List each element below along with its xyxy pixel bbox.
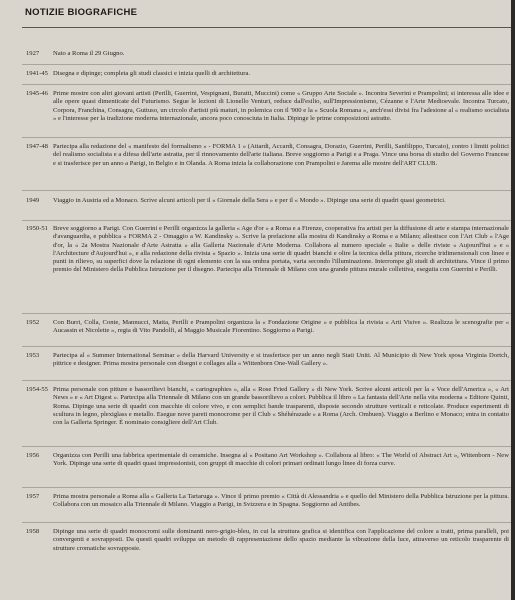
entry-divider <box>22 64 515 65</box>
entry-text: Prime mostre con altri giovani artisti (Perilli, Guerrini, Vespignani, Buratti, Muccini) come « Gruppo Arte Sociale ». Incontra Severini e Prampolini; si interessa alle idee e alle opere quasi dimenticate del Futurismo. Segue le lezioni di Lionello Venturi, reduce dall'esilio, sull'Impressionismo, Cézanne e l'Arte Medioevale. Incontra Turcato, Corpora, Franchina, Consagra, Guttuso, un circolo d'artisti più maturi, in polemica con il '900 e la « Scuola Romana », anch'essi divisi fra l'adesione al « realismo socialista » e l'interesse per la tradizione moderna internazionale, ancora poco conosciuta in Italia. Dipinge le prime composizioni astratte. <box>53 90 509 122</box>
entry-year: 1945-46 <box>26 90 48 97</box>
entry-divider <box>22 84 515 85</box>
entry-text: Prima mostra personale a Roma alla « Galleria La Tartaruga ». Vince il primo premio « Città di Alessandria » e quello del Ministero della Pubblica Istruzione per la pittura. Collabora con un mosaico alla Triennale di Milano. Viaggio a Parigi, in Svizzera e in Spagna. Soggiorno ad Antibes. <box>53 493 509 509</box>
entry-text: Nato a Roma il 29 Giugno. <box>53 50 125 57</box>
entry-text: Prima personale con pitture e bassorilievi bianchi, « cartographies », alla « Rose Fried Gallery » di New York. Scrive alcuni articoli per la « Voce dell'America », « Art News » e « Art Digest ». Partecipa alla Triennale di Milano con un grande bassorilievo a colori. Pubblica il libro « La fantasia dell'Arte nella vita moderna » Editore Quinti, Roma. Dipinge una serie di quadri con macchie di colore vivo, e con semplici bande trasparenti, disposte secondo strutture verticali e reticolate. Produce esperimenti di scultura in legno, plexiglass e metallo. Esegue nove pareti monocrome per il Club « Shéhérazade » a Roma (Arch. Ombuen). Viaggio a Berlino e Monaco; entra in contatto con la Galleria Springer. È nominato consigliere dell'Art Club. <box>53 386 509 427</box>
entry-year: 1958 <box>26 528 40 535</box>
bio-entry <box>22 143 509 168</box>
entry-year: 1941-45 <box>26 70 48 77</box>
entry-year: 1953 <box>26 352 40 359</box>
entry-divider <box>22 190 515 191</box>
entry-year: 1952 <box>26 319 40 326</box>
entry-text: Disegna e dipinge; completa gli studi classici e inizia quelli di architettura. <box>53 70 251 77</box>
entry-year: 1947-48 <box>26 143 48 150</box>
entry-text: Viaggio in Austria ed a Monaco. Scrive alcuni articoli per il « Giornale della Sera » e per il « Mondo ». Dipinge una serie di quadri quasi geometrici. <box>53 197 446 204</box>
entry-text: Con Burri, Colla, Conte, Mannucci, Matta, Perilli e Prampolini organizza la « Fondazione Origine » e pubblica la rivista « Arti Visive ». Realizza le scenografie per « Aucassin et Nicolette », regia di Vito Pandolfi, al Maggio Musicale Fiorentino. Soggiorno a Parigi. <box>53 319 509 335</box>
bio-entry <box>22 493 509 510</box>
bio-entry <box>22 90 509 123</box>
entry-year: 1956 <box>26 452 40 459</box>
entry-divider <box>22 346 515 347</box>
bio-entry <box>22 197 509 205</box>
bio-entry <box>22 319 509 336</box>
entry-divider <box>22 487 515 488</box>
bio-entry <box>22 386 509 427</box>
page-edge-shadow <box>511 0 515 600</box>
entry-divider <box>22 380 515 381</box>
bio-entry <box>22 50 509 58</box>
entry-text: Organizza con Perilli una fabbrica sperimentale di ceramiche. Insegna al « Positano Art Workshop ». Collabora al libro: « The World of Abstract Art », Wittenborn - New York. Dipinge una serie di quadri quasi impressionisti, con gruppi di macchie di colori primari ordinati lungo linee di forza curve. <box>53 452 509 468</box>
entry-divider <box>22 220 515 221</box>
bio-entry <box>22 528 509 553</box>
entry-year: 1954-55 <box>26 386 48 393</box>
bio-entry <box>22 70 509 78</box>
bio-entry <box>22 225 509 275</box>
entry-year: 1949 <box>26 197 40 204</box>
bio-entry <box>22 452 509 469</box>
page-heading: NOTIZIE BIOGRAFICHE <box>25 7 138 18</box>
entry-divider <box>22 522 515 523</box>
entry-text: Dipinge una serie di quadri monocromi sulle dominanti nero-grigio-bleu, in cui la struttura grafica si identifica con l'applicazione del colore a tratti, prima paralleli, poi convergenti e sovrapposti. Da questi quadri sviluppa un metodo di rappresentazione dello spazio mediante la vibrazione della luce, attraverso un reticolo trasparente di strutture cromatiche sovrapposte. <box>53 528 509 552</box>
entry-text: Breve soggiorno a Parigi. Con Guerrini e Perilli organizza la galleria « Age d'or » a Roma e a Firenze, cooperativa fra artisti per la diffusione di arte e stampa internazionale d'avanguardia, e pubblica « FORMA 2 - Omaggio a W. Kandinsky ». Scrive la prefazione alla mostra di Kandinsky a Roma e a Milano; allestisce con l'Art Club « l'Age d'or, la « 2a Mostra Nazionale d'Arte Astratta » alla Galleria Nazionale d'Arte Moderna. Collabora al numero speciale « Italie » delle riviste « Aujourd'hui » e « l'Architecture d'Aujourd'hui », e alla redazione della rivista « Spazio ». Inizia una serie di quadri bianchi e oltre la tecnica della pittura, ricerche tridimensionali con linee e punti in rilievo, su superfici dove la relazione di ogni elemento con la sua ombra portata, varia secondo l'illuminazione. Interrompe gli studi di architettura. Vince il primo premio del Ministero della Pubblica Istruzione per il disegno. Partecipa alla Triennale di Milano con una grande pittura murale collettiva, eseguita con Guerrini e Perilli. <box>53 225 509 274</box>
entry-divider <box>22 137 515 138</box>
entry-divider <box>22 446 515 447</box>
entry-year: 1927 <box>26 50 40 57</box>
heading-rule <box>22 27 515 28</box>
entry-year: 1950-51 <box>26 225 48 232</box>
entry-divider <box>22 313 515 314</box>
bio-entry <box>22 352 509 369</box>
entry-year: 1957 <box>26 493 40 500</box>
entry-text: Partecipa alla redazione del « manifesto del formalismo » - FORMA 1 » (Attardi, Accardi, Consagra, Dorazio, Guerrini, Perilli, Sanfilippo, Turcato), contro i limiti politici del realismo socialista e a difesa dell'arte astratta, per il rinnovamento dell'arte italiana. Breve soggiorno a Parigi e a Praga. Vince una borsa di studio del Governo Francese e si trasferisce per un anno a Parigi, in Belgio e in Olanda. A Roma inizia la collaborazione con Prampolini e Jarema alle mostre dell'ART CLUB. <box>53 143 509 167</box>
entry-text: Partecipa al « Summer International Seminar » della Harvard University e si trasferisce per un anno negli Stati Uniti. Al Municipio di New York sposa Virginia Dortch, pittrice e designer. Prima mostra personale con disegni e collages alla « Wittenborn One-Wall Gallery ». <box>53 352 509 368</box>
